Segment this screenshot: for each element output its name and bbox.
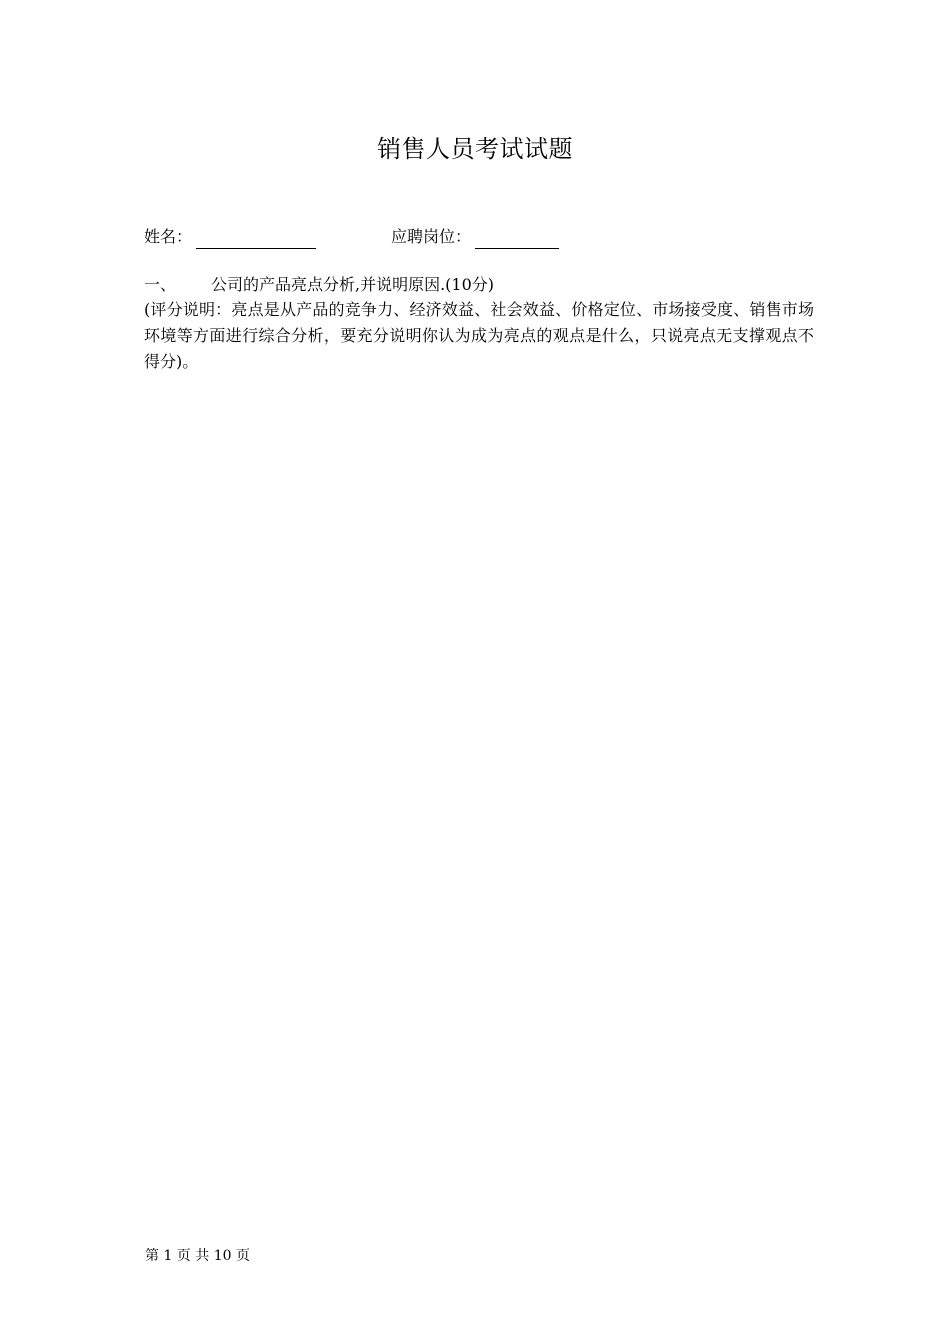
name-blank-line — [196, 230, 316, 249]
question-1 — [144, 272, 814, 375]
question-1-text: 公司的产品亮点分析,并说明原因.(10分) — [211, 275, 495, 294]
position-field — [391, 225, 559, 249]
question-1-heading — [144, 272, 814, 297]
name-label: 姓名： — [144, 227, 193, 246]
position-label: 应聘岗位： — [391, 227, 472, 246]
page-footer: 第 1 页 共 10 页 — [145, 1248, 250, 1264]
page-title: 销售人员考试试题 — [377, 135, 573, 163]
name-field — [144, 225, 316, 249]
question-1-scoring-note: (评分说明：亮点是从产品的竞争力、经济效益、社会效益、价格定位、市场接受度、销售市场环境等方面进行综合分析，要充分说明你认为成为亮点的观点是什么，只说亮点无支撑观点不得分)。 — [144, 300, 814, 371]
question-1-number: 一、 — [144, 275, 177, 294]
position-blank-line — [475, 230, 559, 249]
